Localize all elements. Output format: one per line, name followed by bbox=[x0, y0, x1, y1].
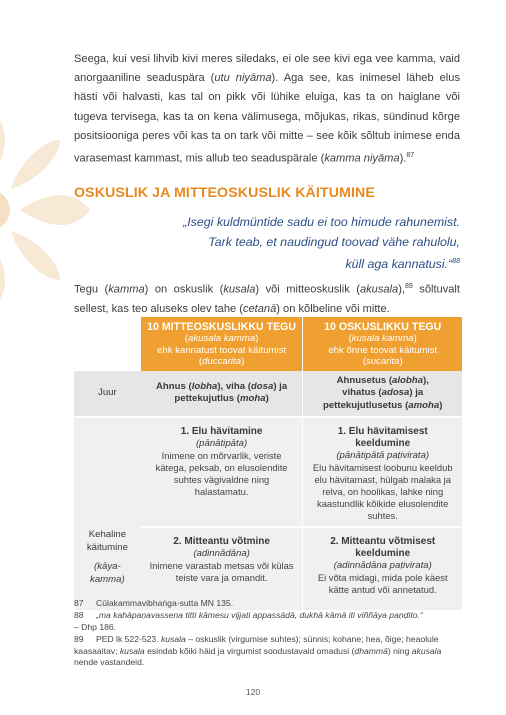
abstain-killing-cell: 1. Elu hävitamisest keeldumine (pānātipātā paṭivirata) Elu hävitamisest loobunu keeldub elu hävitamast, hülgab malaka ja relva, on hoolikas, lahke ning kaastundlik kõikide elusolendite suhtes. bbox=[303, 417, 462, 527]
row-killing bbox=[74, 417, 462, 527]
root-row bbox=[74, 371, 462, 418]
quote-line-1: „Isegi kuldmüntide sadu ei too himude rahunemist. bbox=[183, 215, 460, 229]
page-number: 120 bbox=[245, 687, 261, 697]
root-label: Juur bbox=[74, 371, 141, 418]
killing-cell: 1. Elu hävitamine (pānātipāta) Inimene on mõrvarlik, veriste kätega, peksab, on elusolendite suhtes vägivaldne ning halastamatu. bbox=[141, 417, 303, 527]
conduct-table bbox=[74, 317, 462, 610]
footnote-87: 87 Cūlakammavibhaṅga-sutta MN 135. bbox=[74, 598, 234, 608]
footnote-ref-89: 89 bbox=[404, 283, 413, 290]
footnote-ref-87: 87 bbox=[406, 152, 415, 160]
header-unskillful: 10 MITTEOSKUSLIKKU TEGU (akusala kamma) ehk kannatust toovat käitumist (duccarita) bbox=[141, 317, 303, 371]
table-corner bbox=[74, 317, 141, 371]
table-header-row bbox=[74, 317, 462, 371]
quote-line-2: Tark teab, et naudingud toovad vähe rahulolu, bbox=[208, 235, 460, 249]
footnote-89: 89 PED lk 522-523. kusala – oskuslik (virgumise suhtes); sünnis; kohane; hea, õige; heaolule kaasaaitav; kusala esindab kõiki häid ja virgumist soodustavaid omadusi (dhammā) ning akusala nende vastandeid. bbox=[74, 634, 442, 668]
root-skillful: Ahnusetus (alobha), vihatus (adosa) ja pettekujutlusetus (amoha) bbox=[303, 371, 462, 418]
bodily-conduct-label: Kehaline käitumine (kāya- kamma) bbox=[74, 417, 141, 610]
quote-line-3: küll aga kannatusi.“$^{88}$ bbox=[345, 257, 460, 272]
header-skillful: 10 OSKUSLIKKU TEGU (kusala kamma) ehk õnne toovat käitumist (sucarita) bbox=[303, 317, 462, 371]
footnote-ref-88: 88 bbox=[452, 258, 460, 265]
section-heading: OSKUSLIK JA MITTEOSKUSLIK KÄITUMINE bbox=[74, 185, 375, 201]
footnote-88: 88 „ma kahāpaṇavassena titti kāmesu vijjati appassādā, dukhā kāmā iti viññāya paṇḍito.“ – Dhp 186. bbox=[74, 610, 423, 632]
kamma-paragraph: Tegu (kamma) on oskuslik (kusala) või mitteoskuslik (akusala),$^{89}$ sõltuvalt sellest, kas teo aluseks olev tahe (cetanā) on kõlbeline või mitte. bbox=[74, 283, 460, 315]
intro-paragraph: Seega, kui vesi lihvib kivi meres siledaks, ei ole see kivi ega vee kamma, vaid anorgaaniline seaduspära (utu niyāma). Aga see, kas inimesel läheb elus hästi või halvasti, kas tal on pikk või lühike eluiga, kas ta on haiglane või tugeva tervisega, kas ta on kena välimusega, mõjukas, rikas, sündinud kõrge positsiooniga peres või kas ta on tark või mitte – see kõik sõltub inimese enda varasemast kammast, mis allub teo seaduspärale (kamma niyāma).$^{87}$ bbox=[74, 53, 460, 165]
abstain-stealing-cell: 2. Mitteantu võtmisest keeldumine (adinnādāna paṭivirata) Ei võta midagi, mida pole käest kätte antud või annetatud. bbox=[303, 527, 462, 610]
root-unskillful: Ahnus (lobha), viha (dosa) ja pettekujutlus (moha) bbox=[141, 371, 303, 418]
quote-block bbox=[70, 212, 460, 274]
stealing-cell: 2. Mitteantu võtmine (adinnādāna) Inimene varastab metsas või külas teiste vara ja omandit. bbox=[141, 527, 303, 610]
footnotes bbox=[74, 598, 466, 669]
